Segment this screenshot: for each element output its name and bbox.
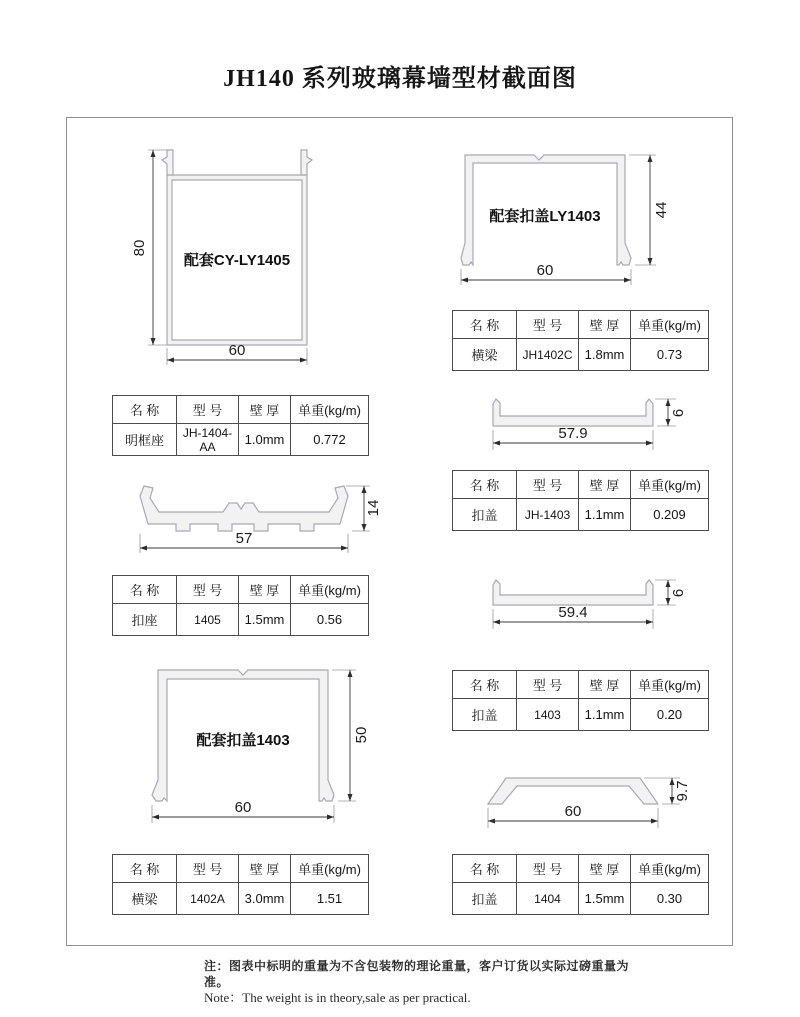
cell-weight: 0.772 bbox=[291, 424, 369, 456]
col-header-model: 型 号 bbox=[177, 396, 239, 424]
profile-label: 配套扣盖LY1403 bbox=[489, 208, 601, 225]
cell-name: 明框座 bbox=[113, 424, 177, 456]
cell-model: 1405 bbox=[177, 604, 239, 636]
col-header-name: 名 称 bbox=[113, 855, 177, 883]
col-header-model: 型 号 bbox=[517, 855, 579, 883]
cell-model: 1404 bbox=[517, 883, 579, 915]
col-header-name: 名 称 bbox=[453, 311, 517, 339]
col-header-thickness: 壁 厚 bbox=[579, 671, 631, 699]
profile-drawing-kougai-1404 bbox=[478, 756, 693, 836]
profile-drawing-mingkuangzuo bbox=[120, 138, 375, 378]
col-header-name: 名 称 bbox=[453, 471, 517, 499]
cell-name: 扣盖 bbox=[453, 499, 517, 531]
table-row bbox=[453, 883, 709, 915]
col-header-model: 型 号 bbox=[177, 855, 239, 883]
cell-name: 横梁 bbox=[453, 339, 517, 371]
profile-prong-left bbox=[162, 150, 173, 175]
dim-width: 60 bbox=[564, 803, 582, 820]
spec-table-kouzuo bbox=[112, 575, 369, 636]
profile-label: 配套CY-LY1405 bbox=[183, 252, 291, 269]
profile-shape bbox=[493, 399, 653, 426]
cell-name: 横梁 bbox=[113, 883, 177, 915]
dim-width: 59.4 bbox=[558, 604, 588, 621]
col-header-model: 型 号 bbox=[517, 471, 579, 499]
footer-notes bbox=[204, 958, 644, 1006]
col-header-thickness: 壁 厚 bbox=[239, 855, 291, 883]
cell-model: JH-1403 bbox=[517, 499, 579, 531]
spec-table-kougai-1404 bbox=[452, 854, 709, 915]
spec-table-mingkuangzuo bbox=[112, 395, 369, 456]
col-header-thickness: 壁 厚 bbox=[239, 576, 291, 604]
dim-height: 44 bbox=[653, 201, 670, 219]
dim-width: 60 bbox=[234, 799, 252, 816]
dim-height: 14 bbox=[365, 499, 382, 517]
table-row bbox=[113, 424, 369, 456]
cell-thickness: 3.0mm bbox=[239, 883, 291, 915]
cell-model: 1402A bbox=[177, 883, 239, 915]
table-row bbox=[453, 339, 709, 371]
col-header-thickness: 壁 厚 bbox=[239, 396, 291, 424]
cell-weight: 0.73 bbox=[631, 339, 709, 371]
table-row bbox=[113, 883, 369, 915]
col-header-weight: 单重(kg/m) bbox=[631, 671, 709, 699]
col-header-weight: 单重(kg/m) bbox=[291, 576, 369, 604]
note-english: Note：The weight is in theory,sale as per practical. bbox=[204, 990, 471, 1005]
cell-weight: 0.30 bbox=[631, 883, 709, 915]
spec-table-kougai-jh1403 bbox=[452, 470, 709, 531]
cell-name: 扣盖 bbox=[453, 699, 517, 731]
profile-drawing-hengliang-left bbox=[118, 655, 378, 830]
col-header-model: 型 号 bbox=[517, 671, 579, 699]
cell-thickness: 1.1mm bbox=[579, 699, 631, 731]
spec-table-hengliang-left bbox=[112, 854, 369, 915]
col-header-weight: 单重(kg/m) bbox=[631, 471, 709, 499]
profile-label: 配套扣盖1403 bbox=[196, 732, 290, 749]
cell-weight: 0.209 bbox=[631, 499, 709, 531]
profile-shape bbox=[493, 580, 653, 605]
cell-weight: 1.51 bbox=[291, 883, 369, 915]
cell-weight: 0.20 bbox=[631, 699, 709, 731]
table-row bbox=[113, 604, 369, 636]
cell-model: JH-1404-AA bbox=[177, 424, 239, 456]
table-row bbox=[453, 699, 709, 731]
dim-height: 50 bbox=[353, 726, 370, 744]
dim-width: 60 bbox=[536, 262, 554, 279]
profile-drawing-kougai-594 bbox=[478, 560, 693, 635]
col-header-weight: 单重(kg/m) bbox=[631, 855, 709, 883]
dim-height: 6 bbox=[670, 408, 687, 418]
col-header-name: 名 称 bbox=[113, 576, 177, 604]
spec-table-hengliang-right bbox=[452, 310, 709, 371]
cell-name: 扣盖 bbox=[453, 883, 517, 915]
page-title: JH140 系列玻璃幕墙型材截面图 bbox=[223, 66, 577, 92]
dim-height: 9.7 bbox=[674, 780, 691, 802]
col-header-weight: 单重(kg/m) bbox=[291, 855, 369, 883]
cell-thickness: 1.1mm bbox=[579, 499, 631, 531]
col-header-thickness: 壁 厚 bbox=[579, 471, 631, 499]
table-row bbox=[453, 499, 709, 531]
dim-height: 6 bbox=[670, 588, 687, 598]
col-header-weight: 单重(kg/m) bbox=[631, 311, 709, 339]
col-header-model: 型 号 bbox=[517, 311, 579, 339]
profile-shape bbox=[488, 778, 658, 804]
dim-width: 60 bbox=[228, 342, 246, 359]
profile-drawing-hengliang-right bbox=[448, 148, 678, 288]
col-header-name: 名 称 bbox=[113, 396, 177, 424]
profile-drawing-kougai-579 bbox=[478, 386, 693, 456]
col-header-model: 型 号 bbox=[177, 576, 239, 604]
profile-prong-right bbox=[301, 150, 312, 175]
col-header-weight: 单重(kg/m) bbox=[291, 396, 369, 424]
dim-width: 57.9 bbox=[558, 425, 588, 442]
cell-model: 1403 bbox=[517, 699, 579, 731]
cell-thickness: 1.8mm bbox=[579, 339, 631, 371]
dim-width: 57 bbox=[235, 530, 253, 547]
col-header-name: 名 称 bbox=[453, 855, 517, 883]
cell-thickness: 1.5mm bbox=[239, 604, 291, 636]
cell-model: JH1402C bbox=[517, 339, 579, 371]
profile-drawing-kouzuo bbox=[118, 468, 382, 563]
profile-shape bbox=[140, 486, 348, 531]
cell-thickness: 1.5mm bbox=[579, 883, 631, 915]
col-header-name: 名 称 bbox=[453, 671, 517, 699]
cell-name: 扣座 bbox=[113, 604, 177, 636]
spec-table-kougai-1403 bbox=[452, 670, 709, 731]
cell-weight: 0.56 bbox=[291, 604, 369, 636]
col-header-thickness: 壁 厚 bbox=[579, 855, 631, 883]
cell-thickness: 1.0mm bbox=[239, 424, 291, 456]
col-header-thickness: 壁 厚 bbox=[579, 311, 631, 339]
dim-height: 80 bbox=[131, 239, 148, 257]
note-chinese: 注：图表中标明的重量为不含包装物的理论重量，客户订货以实际过磅重量为准。 bbox=[204, 959, 630, 989]
